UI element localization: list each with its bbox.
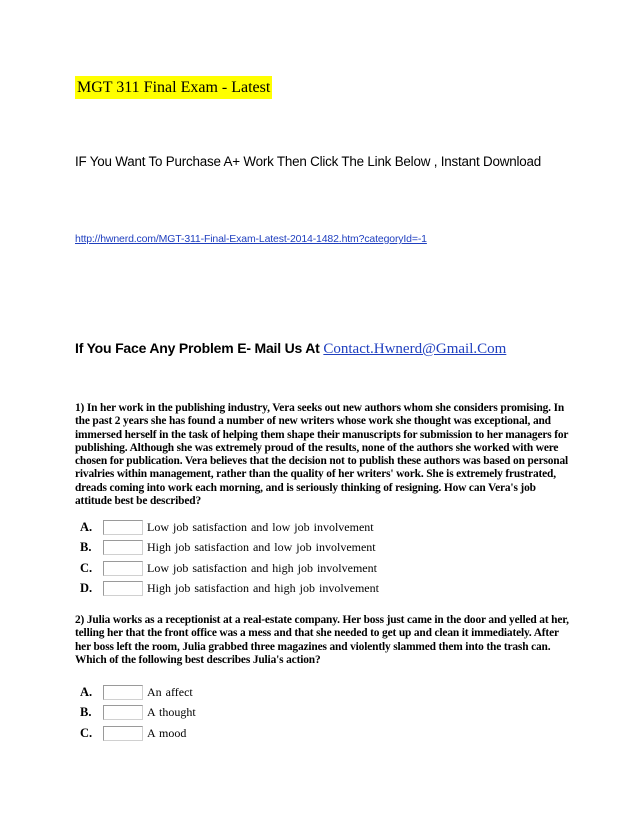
answer-field[interactable] <box>103 561 143 576</box>
option-text: High job satisfaction and high job involvement <box>147 581 379 596</box>
contact-text: If You Face Any Problem E- Mail Us At <box>75 340 320 356</box>
option-text: Low job satisfaction and low job involvement <box>147 519 374 534</box>
option-letter: A. <box>80 519 93 534</box>
option-letter: B. <box>80 540 92 555</box>
answer-field[interactable] <box>103 726 143 741</box>
answer-field[interactable] <box>103 520 143 535</box>
question-1-option-b <box>75 538 379 559</box>
option-text: A mood <box>147 725 187 740</box>
option-letter: C. <box>80 560 93 575</box>
question-2-option-b <box>75 703 196 724</box>
contact-email-link[interactable]: Contact.Hwnerd@Gmail.Com <box>323 341 507 357</box>
option-letter: D. <box>80 581 93 596</box>
answer-field[interactable] <box>103 581 143 596</box>
question-2-options <box>75 682 196 744</box>
answer-field[interactable] <box>103 685 143 700</box>
question-2-text: 2) Julia works as a receptionist at a real-estate company. Her boss just came in the door and yelled at her, telling her that the front office was a mess and that she needed to get up and clean it immediately. After her boss left the room, Julia grabbed three magazines and violently slammed them into the trash can. Which of the following best describes Julia's action? <box>75 614 569 666</box>
option-text: An affect <box>147 684 193 699</box>
option-letter: A. <box>80 684 93 699</box>
contact-line <box>75 340 506 358</box>
question-1-text: 1) In her work in the publishing industry, Vera seeks out new authors whom she considers promising. In the past 2 years she has found a number of new writers whose work she thought was exceptional, and immersed herself in the task of helping them shape their manuscripts for submission to her managers for publishing. Although she was extremely proud of the results, none of the authors she worked with were chosen for publication. Vera believes that the decision not to publish these authors was based on personal rivalries within management, rather than the quality of her writers' work. She is extremely frustrated, dreads coming into work each morning, and is seriously thinking of resigning. How can Vera's job attitude best be described? <box>75 402 569 508</box>
option-letter: B. <box>80 705 92 720</box>
question-1-option-d <box>75 579 379 600</box>
question-1-options <box>75 517 379 599</box>
option-letter: C. <box>80 725 93 740</box>
answer-field[interactable] <box>103 540 143 555</box>
option-text: A thought <box>147 705 196 720</box>
question-1-option-a <box>75 517 379 538</box>
answer-field[interactable] <box>103 705 143 720</box>
page-title: MGT 311 Final Exam - Latest <box>75 76 272 99</box>
option-text: Low job satisfaction and high job involvement <box>147 560 377 575</box>
purchase-link[interactable]: http://hwnerd.com/MGT-311-Final-Exam-Latest-2014-1482.htm?categoryId=-1 <box>75 233 427 245</box>
question-1-option-c <box>75 558 379 579</box>
question-2-option-a <box>75 682 196 703</box>
purchase-instructions: IF You Want To Purchase A+ Work Then Click The Link Below , Instant Download <box>75 154 542 169</box>
question-2-option-c <box>75 723 196 744</box>
option-text: High job satisfaction and low job involvement <box>147 540 376 555</box>
